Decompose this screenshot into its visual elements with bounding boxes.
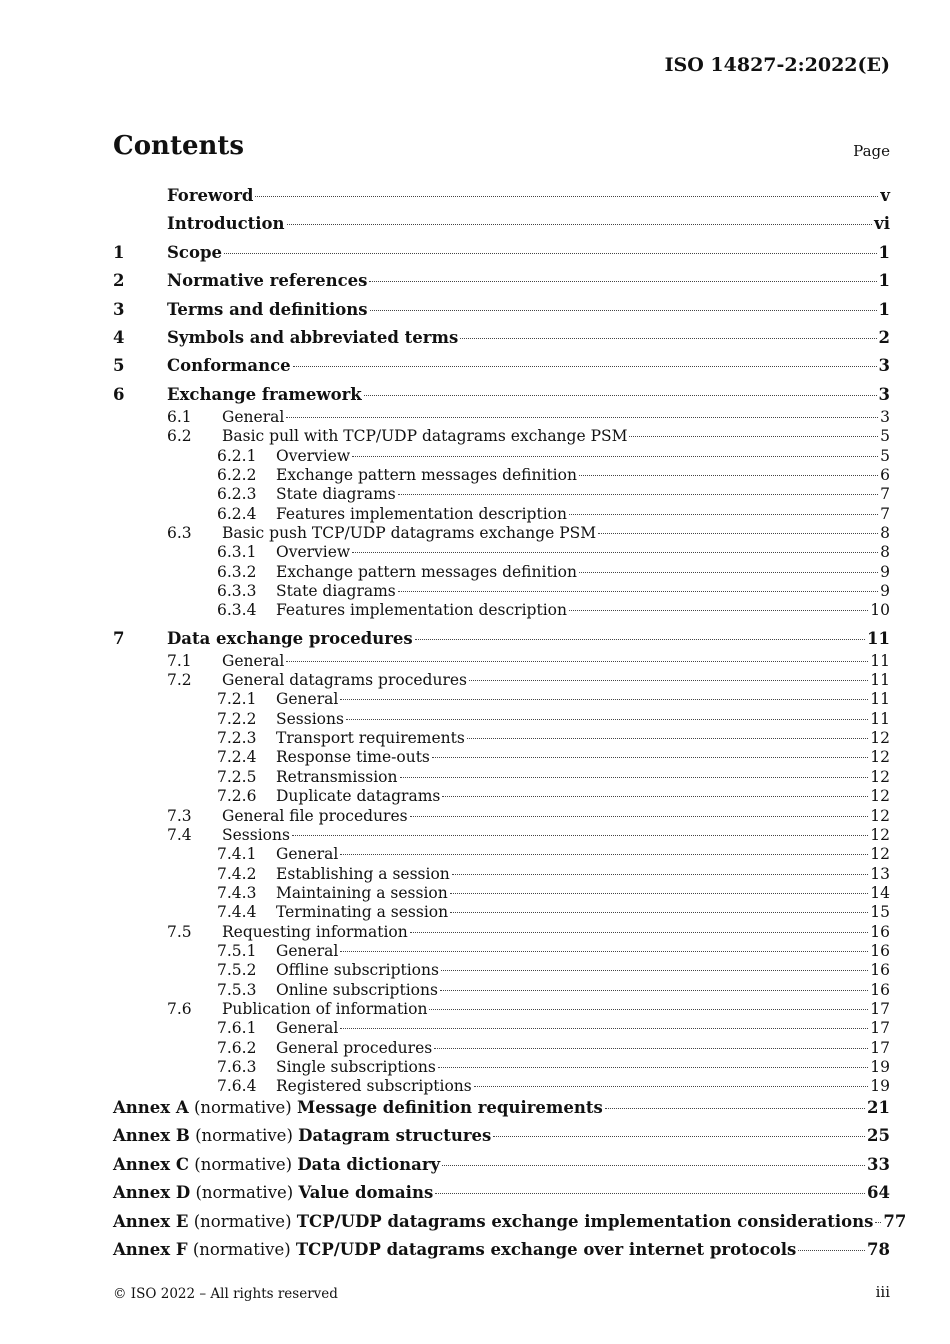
toc-entry-page: 17 [870, 1038, 890, 1057]
toc-entry-number: 7.4.2 [217, 864, 257, 883]
toc-entry-page: 12 [870, 767, 890, 786]
toc-entry-number: 7.4.3 [217, 883, 257, 902]
toc-entry-number: 4 [113, 328, 125, 347]
toc-entry[interactable] [113, 941, 890, 961]
dot-leader [287, 224, 873, 225]
toc-entry-title: Normative references [167, 271, 368, 291]
toc-entry-page: 12 [870, 729, 890, 748]
toc-entry-title: Overview [276, 543, 351, 562]
toc-entry-title: Exchange framework [167, 384, 362, 404]
annex-entry-page: 33 [867, 1154, 890, 1174]
toc-entry-page: 1 [878, 299, 890, 319]
toc-entry-title: Introduction [167, 214, 285, 234]
dot-leader [442, 796, 868, 797]
toc-entry-title: Retransmission [276, 767, 398, 786]
annex-kind: (normative) [193, 1098, 292, 1117]
toc-entry-number: 6.3.4 [217, 601, 257, 620]
toc-entry-page: 10 [870, 601, 890, 620]
annex-entry-title [113, 1098, 603, 1118]
page-column-label: Page [853, 142, 890, 160]
toc-entry[interactable] [113, 728, 890, 748]
toc-entry-title: General [276, 690, 339, 709]
toc-entry[interactable] [113, 709, 890, 729]
annex-entry-title [113, 1212, 873, 1232]
toc-entry-number: 7.1 [167, 651, 192, 670]
toc-entry-title: Overview [276, 446, 351, 465]
toc-entry-title: Basic pull with TCP/UDP datagrams exchange PSM [222, 427, 628, 446]
toc-entry-page: 12 [870, 787, 890, 806]
dot-leader [442, 1165, 865, 1166]
annex-entry-page: 78 [867, 1240, 890, 1259]
toc-entry[interactable] [113, 670, 890, 690]
dot-leader [340, 854, 868, 855]
toc-entry-title: Exchange pattern messages definition [276, 465, 577, 484]
toc-entry[interactable] [113, 271, 890, 291]
toc-entry-title: Data exchange procedures [167, 628, 413, 648]
dot-leader [340, 1028, 868, 1029]
dot-leader [875, 1222, 881, 1223]
toc-entry[interactable] [113, 999, 890, 1019]
toc-entry[interactable] [113, 629, 890, 649]
toc-entry[interactable] [113, 484, 890, 504]
annex-kind: (normative) [193, 1211, 292, 1231]
toc-entry-title: Conformance [167, 356, 291, 376]
toc-entry[interactable] [113, 689, 890, 709]
toc-entry-number: 7.6 [167, 1000, 192, 1018]
annex-kind: (normative) [195, 1183, 294, 1203]
toc-entry-number: 5 [113, 356, 125, 376]
annex-entry-page: 64 [867, 1183, 890, 1203]
dot-leader [493, 1136, 865, 1137]
annex-entry[interactable] [113, 1211, 907, 1232]
toc-entry-number: 7.2.2 [217, 709, 257, 728]
annex-kind: (normative) [195, 1126, 293, 1146]
toc-entry-number: 7.5.1 [217, 941, 257, 960]
toc-entry-number: 6.3.2 [217, 562, 257, 581]
annex-label: Annex D [113, 1183, 191, 1203]
toc-entry[interactable] [113, 922, 890, 942]
dot-leader [340, 951, 868, 952]
toc-entry-number: 7.6.4 [217, 1077, 257, 1096]
toc-entry-title: Features implementation description [276, 504, 567, 523]
annex-title: Message definition requirements [297, 1098, 603, 1117]
dot-leader [450, 912, 868, 913]
toc-entry-number: 6.2.2 [217, 465, 257, 484]
toc-entry-title: Maintaining a session [276, 883, 448, 902]
toc-entry-page: 9 [880, 562, 890, 581]
toc-entry-title: Response time-outs [276, 748, 430, 767]
toc-entry[interactable] [113, 385, 890, 405]
toc-entry-number: 7.2.4 [217, 748, 257, 767]
toc-entry-title: General [276, 1019, 339, 1038]
toc-entry-title: Offline subscriptions [276, 961, 439, 980]
toc-entry-title: Sessions [276, 709, 344, 728]
toc-entry-page: 5 [880, 446, 890, 465]
footer-page-number: iii [875, 1283, 890, 1301]
toc-entry-number: 7.2 [167, 671, 192, 690]
toc-entry-number: 6.2.4 [217, 504, 257, 523]
dot-leader [410, 816, 869, 817]
annex-entry[interactable] [113, 1126, 890, 1146]
toc-entry-title: Single subscriptions [276, 1058, 436, 1077]
dot-leader [569, 514, 878, 515]
toc-entry-page: 3 [878, 356, 890, 376]
toc-entry-number: 7.5.3 [217, 980, 257, 999]
toc-entry[interactable] [113, 465, 890, 485]
annex-title: Datagram structures [298, 1126, 492, 1146]
toc-entry[interactable] [113, 1057, 890, 1077]
dot-leader [579, 572, 878, 573]
toc-entry-number: 7.6.2 [217, 1038, 257, 1057]
toc-entry-number: 7.4.1 [217, 845, 257, 864]
toc-entry[interactable] [113, 1018, 890, 1038]
dot-leader [598, 533, 878, 534]
toc-entry-page: 3 [878, 384, 890, 404]
toc-entry[interactable] [113, 864, 890, 884]
toc-entry-page: 11 [867, 628, 890, 648]
document-id: ISO 14827-2:2022(E) [664, 54, 890, 76]
dot-leader [352, 552, 878, 553]
dot-leader [369, 281, 876, 282]
toc-entry-number: 6.2 [167, 427, 192, 446]
toc-entry-title: Establishing a session [276, 864, 450, 883]
toc-entry-page: 3 [880, 407, 890, 426]
dot-leader [340, 699, 868, 700]
toc-entry-page: 16 [870, 922, 890, 941]
toc-entry-number: 2 [113, 271, 125, 291]
toc-entry-title: Scope [167, 242, 223, 262]
dot-leader [286, 661, 868, 662]
toc-entry-page: 8 [880, 523, 890, 542]
toc-entry[interactable] [113, 542, 890, 562]
annex-entry[interactable] [113, 1098, 890, 1118]
dot-leader [579, 475, 878, 476]
dot-leader [429, 1009, 868, 1010]
annex-title: TCP/UDP datagrams exchange over internet protocols [295, 1240, 797, 1259]
dot-leader [364, 395, 877, 396]
dot-leader [415, 639, 865, 640]
toc-entry-number: 7.2.3 [217, 729, 257, 748]
toc-entry[interactable] [113, 214, 890, 234]
toc-entry-page: 19 [870, 1077, 890, 1096]
toc-entry-title: Online subscriptions [276, 980, 438, 999]
annex-kind: (normative) [192, 1240, 291, 1259]
dot-leader [440, 990, 868, 991]
annex-label: Annex E [113, 1211, 189, 1231]
toc-entry-page: 7 [880, 485, 890, 504]
dot-leader [798, 1250, 865, 1251]
toc-entry-title: Foreword [167, 186, 254, 205]
toc-entry-title: State diagrams [276, 581, 396, 600]
toc-entry-page: 11 [870, 651, 890, 670]
toc-entry-page: 11 [870, 709, 890, 728]
toc-entry-number: 7.2.6 [217, 787, 257, 806]
dot-leader [452, 874, 868, 875]
dot-leader [400, 777, 869, 778]
toc-entry[interactable] [113, 1038, 890, 1058]
annex-entry-page: 21 [867, 1098, 890, 1117]
dot-leader [352, 456, 878, 457]
toc-entry-title: Duplicate datagrams [276, 787, 441, 806]
annex-label: Annex F [113, 1240, 188, 1259]
toc-entry[interactable] [113, 844, 890, 864]
toc-entry[interactable] [113, 980, 890, 1000]
toc-entry[interactable] [113, 902, 890, 922]
annex-label: Annex C [113, 1154, 190, 1174]
contents-heading: Contents [113, 131, 245, 161]
toc-entry-page: 15 [870, 903, 890, 922]
toc-entry[interactable] [113, 300, 890, 320]
toc-entry-title: Terms and definitions [167, 299, 368, 319]
dot-leader [467, 738, 868, 739]
toc-entry-page: 1 [878, 242, 890, 262]
toc-entry[interactable] [113, 806, 890, 826]
table-of-contents [113, 0, 907, 1344]
dot-leader [255, 196, 878, 197]
dot-leader [460, 338, 876, 339]
annex-entry-title [113, 1240, 796, 1260]
toc-entry-page: 17 [870, 1019, 890, 1038]
toc-entry-page: 1 [878, 271, 890, 291]
toc-entry-page: 11 [870, 671, 890, 690]
dot-leader [410, 932, 869, 933]
dot-leader [292, 835, 868, 836]
toc-entry-number: 7.3 [167, 806, 192, 825]
toc-entry-number: 7.6.3 [217, 1058, 257, 1077]
toc-entry-page: 16 [870, 961, 890, 980]
toc-entry-number: 7.2.5 [217, 767, 257, 786]
toc-entry[interactable] [113, 426, 890, 446]
toc-entry-number: 7.4 [167, 825, 192, 844]
toc-entry[interactable] [113, 504, 890, 524]
toc-entry[interactable] [113, 883, 890, 903]
toc-entry-page: 12 [870, 748, 890, 767]
toc-entry-number: 6.3.3 [217, 581, 257, 600]
toc-entry[interactable] [113, 651, 890, 671]
toc-entry-page: 17 [870, 1000, 890, 1018]
toc-entry-number: 7.5.2 [217, 961, 257, 980]
toc-entry-page: 12 [870, 806, 890, 825]
annex-label: Annex A [113, 1098, 189, 1117]
toc-entry[interactable] [113, 243, 890, 263]
dot-leader [474, 1086, 869, 1087]
dot-leader [370, 310, 877, 311]
toc-entry[interactable] [113, 1076, 890, 1096]
toc-entry[interactable] [113, 186, 890, 206]
dot-leader [346, 719, 868, 720]
annex-entry[interactable] [113, 1155, 890, 1175]
toc-entry-page: v [880, 186, 890, 205]
dot-leader [224, 253, 877, 254]
toc-entry-page: 11 [870, 690, 890, 709]
toc-entry-number: 1 [113, 242, 125, 262]
annex-kind: (normative) [194, 1154, 293, 1174]
toc-entry-title: General [222, 407, 285, 426]
dot-leader [435, 1193, 865, 1194]
toc-entry-title: General datagrams procedures [222, 671, 467, 690]
toc-entry-page: 16 [870, 941, 890, 960]
dot-leader [441, 970, 868, 971]
toc-entry-page: 5 [880, 427, 890, 446]
annex-entry-title [113, 1155, 440, 1175]
toc-entry[interactable] [113, 747, 890, 767]
toc-entry[interactable] [113, 825, 890, 845]
dot-leader [434, 1048, 868, 1049]
toc-entry-number: 6.2.1 [217, 446, 257, 465]
toc-entry-number: 7.6.1 [217, 1019, 257, 1038]
toc-entry-number: 7 [113, 628, 125, 648]
toc-entry-page: 7 [880, 504, 890, 523]
toc-entry-page: 6 [880, 465, 890, 484]
annex-entry-title [113, 1183, 433, 1203]
annex-label: Annex B [113, 1126, 190, 1146]
toc-entry-title: Terminating a session [276, 903, 449, 922]
toc-entry-page: 12 [870, 825, 890, 844]
toc-entry-title: Features implementation description [276, 601, 567, 620]
toc-entry-number: 6.1 [167, 407, 192, 426]
toc-entry-page: 8 [880, 543, 890, 562]
toc-entry[interactable] [113, 581, 890, 601]
toc-entry-number: 6.2.3 [217, 485, 257, 504]
toc-entry-title: General procedures [276, 1038, 433, 1057]
dot-leader [629, 436, 878, 437]
toc-entry[interactable] [113, 960, 890, 980]
toc-entry-page: vi [874, 214, 890, 234]
toc-entry-title: General file procedures [222, 806, 408, 825]
toc-entry-number: 3 [113, 299, 125, 319]
toc-entry[interactable] [113, 523, 890, 543]
toc-entry-number: 6.3.1 [217, 543, 257, 562]
toc-entry-title: State diagrams [276, 485, 396, 504]
toc-entry-number: 7.2.1 [217, 690, 257, 709]
toc-entry[interactable] [113, 446, 890, 466]
toc-entry-title: Publication of information [222, 1000, 428, 1018]
toc-entry-number: 7.4.4 [217, 903, 257, 922]
toc-entry-page: 14 [870, 883, 890, 902]
dot-leader [469, 680, 868, 681]
toc-entry-page: 12 [870, 845, 890, 864]
toc-entry-title: General [276, 845, 339, 864]
toc-entry-page: 9 [880, 581, 890, 600]
toc-entry-title: Basic push TCP/UDP datagrams exchange PSM [222, 523, 597, 542]
toc-entry[interactable] [113, 328, 890, 348]
dot-leader [450, 893, 869, 894]
annex-entry[interactable] [113, 1183, 890, 1203]
toc-entry[interactable] [113, 600, 890, 620]
toc-entry[interactable] [113, 786, 890, 806]
toc-entry-title: Requesting information [222, 922, 408, 941]
annex-entry-page: 77 [883, 1211, 907, 1231]
toc-entry-title: Sessions [222, 825, 290, 844]
toc-entry-page: 2 [878, 328, 890, 347]
dot-leader [432, 757, 868, 758]
toc-entry[interactable] [113, 407, 890, 427]
dot-leader [569, 610, 868, 611]
toc-entry-page: 16 [870, 980, 890, 999]
annex-title: Value domains [298, 1183, 434, 1203]
dot-leader [286, 417, 878, 418]
toc-entry[interactable] [113, 767, 890, 787]
annex-entry-title [113, 1126, 491, 1146]
toc-entry-title: General [276, 941, 339, 960]
toc-entry-title: Symbols and abbreviated terms [167, 328, 459, 347]
dot-leader [438, 1067, 868, 1068]
toc-entry[interactable] [113, 562, 890, 582]
dot-leader [605, 1108, 865, 1109]
toc-entry-title: Transport requirements [276, 729, 465, 748]
toc-entry-title: General [222, 651, 285, 670]
annex-title: Data dictionary [297, 1154, 441, 1174]
annex-title: TCP/UDP datagrams exchange implementation considerations [296, 1211, 874, 1231]
dot-leader [398, 494, 878, 495]
toc-entry-title: Registered subscriptions [276, 1077, 472, 1096]
toc-entry-number: 6 [113, 384, 125, 404]
toc-entry-number: 7.5 [167, 922, 192, 941]
annex-entry[interactable] [113, 1240, 890, 1260]
toc-entry-page: 19 [870, 1058, 890, 1077]
toc-entry-page: 13 [870, 864, 890, 883]
toc-entry[interactable] [113, 356, 890, 376]
dot-leader [398, 591, 878, 592]
toc-entry-title: Exchange pattern messages definition [276, 562, 577, 581]
annex-entry-page: 25 [867, 1126, 890, 1146]
footer-copyright: © ISO 2022 – All rights reserved [113, 1286, 338, 1302]
toc-entry-number: 6.3 [167, 523, 192, 542]
dot-leader [293, 366, 877, 367]
